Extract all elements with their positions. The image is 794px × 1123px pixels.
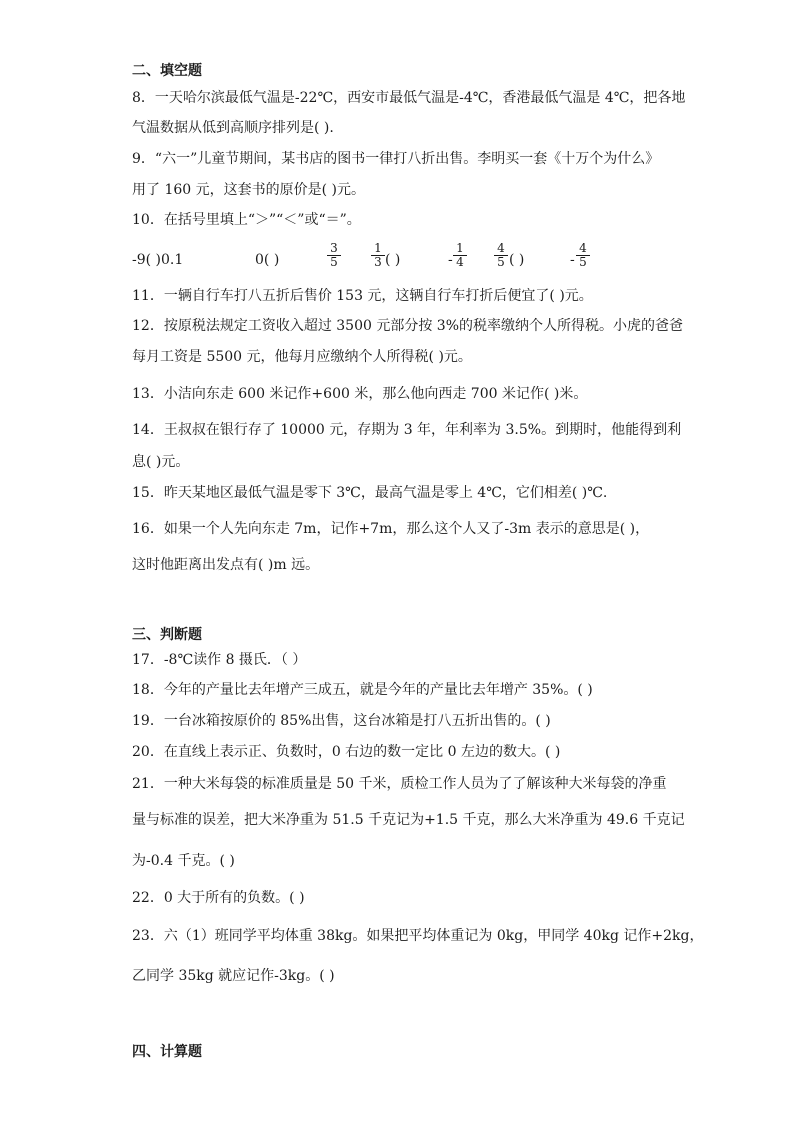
question-23-line-1: 23．六（1）班同学平均体重 38kg。如果把平均体重记为 0kg，甲同学 40kg 记作+2kg， xyxy=(132,928,704,944)
question-8-line-1: 8．一天哈尔滨最低气温是-22℃，西安市最低气温是-4℃，香港最低气温是 4℃，把各地 xyxy=(132,90,686,106)
section-heading-fill-blank: 二、填空题 xyxy=(132,63,202,79)
section-heading-calculation: 四、计算题 xyxy=(132,1044,202,1060)
fraction-3-5 xyxy=(327,242,341,269)
question-11: 11．一辆自行车打八五折后售价 153 元，这辆自行车打折后便宜了( )元。 xyxy=(132,288,593,304)
question-14-line-1: 14．王叔叔在银行存了 10000 元，存期为 3 年，年利率为 3.5%。到期时，他能得到利 xyxy=(132,422,682,438)
denominator: 3 xyxy=(374,255,382,269)
denominator: 5 xyxy=(579,255,587,269)
question-9-line-1: 9．“六一”儿童节期间，某书店的图书一律打八折出售。李明买一套《十万个为什么》 xyxy=(132,151,660,167)
question-10-compare-4: ( ) xyxy=(509,252,525,268)
numerator: 1 xyxy=(453,242,467,256)
fraction-4-5 xyxy=(494,242,508,269)
question-9-line-2: 用了 160 元，这套书的原价是( )元。 xyxy=(132,182,365,198)
question-17: 17．-8℃读作 8 摄氏．（ ） xyxy=(132,652,307,668)
minus-sign: - xyxy=(570,252,575,268)
numerator: 1 xyxy=(371,242,385,256)
question-15: 15．昨天某地区最低气温是零下 3℃，最高气温是零上 4℃，它们相差( )℃. xyxy=(132,485,608,501)
question-12-line-1: 12．按原税法规定工资收入超过 3500 元部分按 3%的税率缴纳个人所得税。小虎的爸爸 xyxy=(132,318,684,334)
question-12-line-2: 每月工资是 5500 元，他每月应缴纳个人所得税( )元。 xyxy=(132,349,472,365)
question-21-line-3: 为-0.4 千克。( ) xyxy=(132,853,235,869)
fraction-1-3 xyxy=(371,242,385,269)
denominator: 5 xyxy=(330,255,338,269)
question-14-line-2: 息( )元。 xyxy=(132,454,190,470)
question-10-compare-3: ( ) xyxy=(385,252,401,268)
numerator: 3 xyxy=(327,242,341,256)
question-18: 18．今年的产量比去年增产三成五，就是今年的产量比去年增产 35%。( ) xyxy=(132,682,593,698)
question-16-line-1: 16．如果一个人先向东走 7m，记作+7m，那么这个人又了-3m 表示的意思是( )， xyxy=(132,521,650,537)
denominator: 5 xyxy=(497,255,505,269)
question-22: 22．0 大于所有的负数。( ) xyxy=(132,890,305,906)
question-13: 13．小洁向东走 600 米记作+600 米，那么他向西走 700 米记作( )米。 xyxy=(132,386,588,402)
fraction-1-4 xyxy=(453,242,467,269)
fraction-4-5 xyxy=(576,242,590,269)
question-23-line-2: 乙同学 35kg 就应记作-3kg。( ) xyxy=(132,968,335,984)
denominator: 4 xyxy=(456,255,464,269)
question-10-compare-1: -9( )0.1 xyxy=(132,252,184,268)
question-16-line-2: 这时他距离出发点有( )m 远。 xyxy=(132,557,320,573)
question-19: 19．一台冰箱按原价的 85%出售，这台冰箱是打八五折出售的。( ) xyxy=(132,713,551,729)
section-heading-true-false: 三、判断题 xyxy=(132,627,202,643)
question-20: 20．在直线上表示正、负数时，0 右边的数一定比 0 左边的数大。( ) xyxy=(132,744,561,760)
question-21-line-2: 量与标准的误差，把大米净重为 51.5 千克记为+1.5 千克，那么大米净重为 49.6 千克记 xyxy=(132,812,685,828)
question-8-line-2: 气温数据从低到高顺序排列是( ). xyxy=(132,120,334,136)
numerator: 4 xyxy=(576,242,590,256)
question-10-prompt: 10．在括号里填上“＞”“＜”或“＝”。 xyxy=(132,212,361,228)
question-21-line-1: 21．一种大米每袋的标准质量是 50 千米，质检工作人员为了了解该种大米每袋的净重 xyxy=(132,776,667,792)
numerator: 4 xyxy=(494,242,508,256)
question-10-compare-2: 0( ) xyxy=(255,252,280,268)
minus-sign: - xyxy=(448,252,453,268)
